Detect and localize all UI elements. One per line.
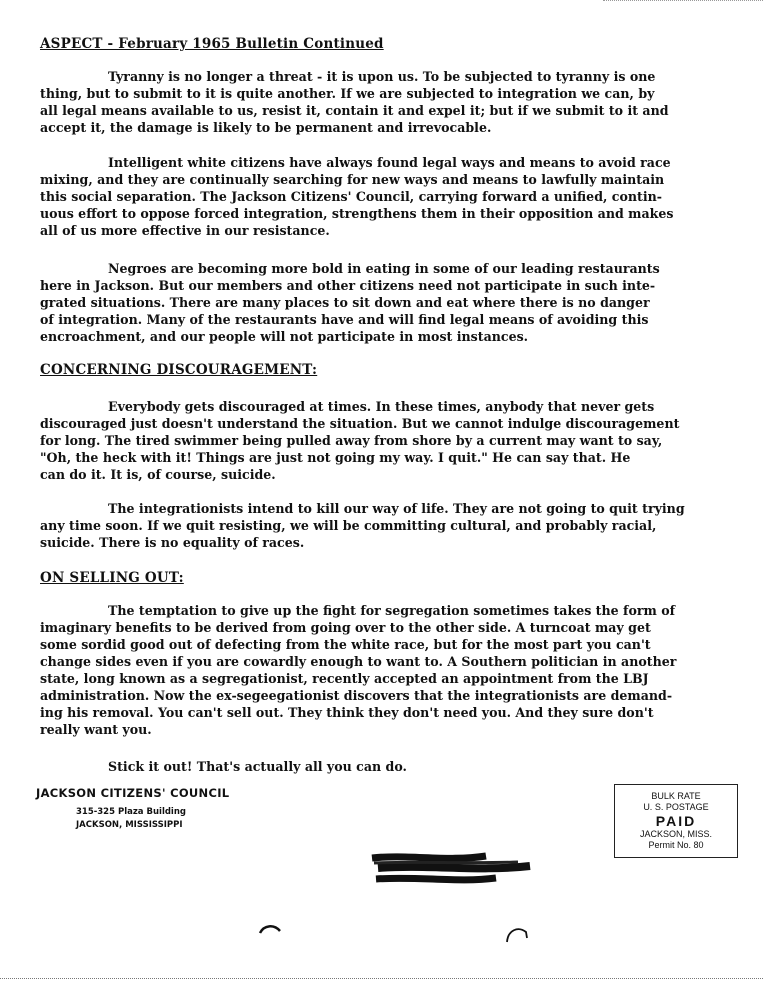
paragraph: [40, 398, 740, 483]
text-line: encroachment, and our people will not participate in most instances.: [40, 329, 529, 344]
text-line: Negroes are becoming more bold in eating in some of our leading restaurants: [108, 261, 660, 276]
page-header: ASPECT - February 1965 Bulletin Continued: [40, 36, 384, 52]
text-line: The temptation to give up the fight for segregation sometimes takes the form of: [108, 603, 676, 618]
paragraph: [40, 260, 740, 345]
signature-block: [36, 786, 229, 832]
text-line: state, long known as a segregationist, recently accepted an appointment from the LBJ: [40, 671, 649, 686]
text-line: imaginary benefits to be derived from going over to the other side. A turncoat may get: [40, 620, 651, 635]
paragraph: [40, 500, 740, 551]
text-line: Everybody gets discouraged at times. In these times, anybody that never gets: [108, 399, 655, 414]
text-line: Tyranny is no longer a threat - it is upon us. To be subjected to tyranny is one: [108, 69, 656, 84]
text-line: here in Jackson. But our members and other citizens need not participate in such inte-: [40, 278, 656, 293]
text-line: this social separation. The Jackson Citizens' Council, carrying forward a unified, contin-: [40, 189, 662, 204]
paragraph: [40, 602, 740, 738]
redaction-scribble: [368, 852, 538, 892]
punch-mark-right: [504, 924, 530, 944]
section-heading-selling-out: ON SELLING OUT:: [40, 570, 184, 586]
text-line: suicide. There is no equality of races.: [40, 535, 305, 550]
text-line: uous effort to oppose forced integration, strengthens them in their opposition and makes: [40, 206, 674, 221]
bottom-dotted-rule: [0, 978, 763, 980]
text-line: The integrationists intend to kill our way of life. They are not going to quit trying: [108, 501, 685, 516]
text-line: thing, but to submit to it is quite another. If we are subjected to integration we can, by: [40, 86, 655, 101]
address-block: [76, 806, 229, 832]
paragraph: [40, 154, 740, 239]
text-line: really want you.: [40, 722, 152, 737]
stamp-line-1: BULK RATE: [651, 791, 701, 801]
text-line: discouraged just doesn't understand the situation. But we cannot indulge discouragement: [40, 416, 680, 431]
text-line: of integration. Many of the restaurants have and will find legal means of avoiding this: [40, 312, 649, 327]
text-line: some sordid good out of defecting from the white race, but for the most part you can't: [40, 637, 651, 652]
address-line-2: JACKSON, MISSISSIPPI: [76, 820, 183, 830]
text-line: any time soon. If we quit resisting, we will be committing cultural, and probably racial,: [40, 518, 657, 533]
text-line: all legal means available to us, resist it, contain it and expel it; but if we submit to it and: [40, 103, 669, 118]
stamp-line-4: JACKSON, MISS.: [639, 829, 712, 839]
stamp-line-5: Permit No. 80: [648, 840, 704, 850]
text-line: Intelligent white citizens have always found legal ways and means to avoid race: [108, 155, 671, 170]
text-line: for long. The tired swimmer being pulled away from shore by a current may want to say,: [40, 433, 663, 448]
section-heading-discouragement: CONCERNING DISCOURAGEMENT:: [40, 362, 318, 378]
text-line: Stick it out! That's actually all you can do.: [108, 759, 407, 774]
organization-name: JACKSON CITIZENS' COUNCIL: [36, 786, 230, 800]
stamp-paid: PAID: [655, 813, 697, 829]
text-line: administration. Now the ex-segeegationist discovers that the integrationists are demand-: [40, 688, 673, 703]
text-line: accept it, the damage is likely to be permanent and irrevocable.: [40, 120, 492, 135]
postage-stamp-box: [614, 784, 738, 858]
text-line: change sides even if you are cowardly enough to want to. A Southern politician in another: [40, 654, 677, 669]
punch-mark-left: [258, 922, 282, 936]
text-line: can do it. It is, of course, suicide.: [40, 467, 276, 482]
address-line-1: 315-325 Plaza Building: [76, 807, 186, 817]
text-line: mixing, and they are continually searching for new ways and means to lawfully maintain: [40, 172, 665, 187]
paragraph: [40, 758, 740, 775]
stamp-line-2: U. S. POSTAGE: [643, 802, 709, 812]
text-line: grated situations. There are many places to sit down and eat where there is no danger: [40, 295, 650, 310]
top-dotted-rule: [603, 0, 763, 1]
text-line: ing his removal. You can't sell out. They think they don't need you. And they sure don't: [40, 705, 654, 720]
text-line: all of us more effective in our resistance.: [40, 223, 330, 238]
text-line: "Oh, the heck with it! Things are just not going my way. I quit." He can say that. He: [40, 450, 631, 465]
paragraph: [40, 68, 740, 136]
